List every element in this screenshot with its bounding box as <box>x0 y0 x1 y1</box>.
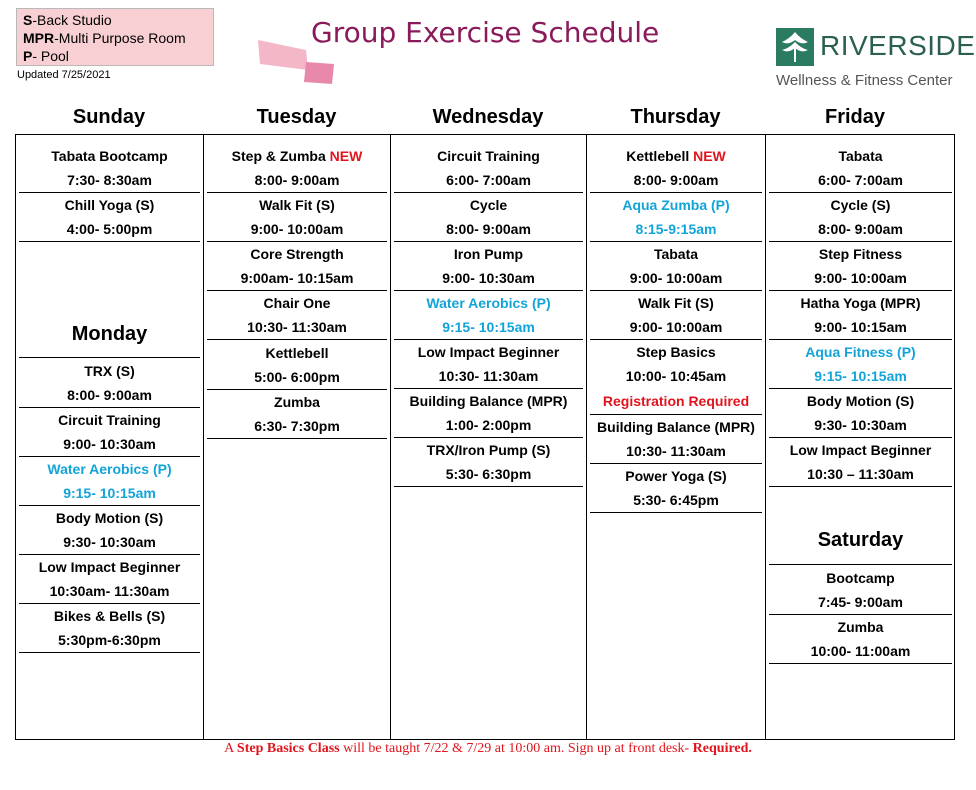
day-header-monday: Monday <box>71 323 148 345</box>
class-name: Zumba <box>274 394 320 410</box>
class-time: 8:15-9:15am <box>635 221 717 237</box>
class-time: 7:45- 9:00am <box>818 594 903 610</box>
class-time: 10:30 – 11:30am <box>807 466 914 482</box>
class-time: 8:00- 9:00am <box>446 221 531 237</box>
class-time: 5:30- 6:45pm <box>633 492 719 508</box>
class-time: 9:00- 10:00am <box>629 319 723 335</box>
class-time: 9:00- 10:00am <box>629 270 723 286</box>
class-time: 6:00- 7:00am <box>446 172 531 188</box>
class-time: 9:00am- 10:15am <box>240 270 354 286</box>
class-time: 4:00- 5:00pm <box>66 221 153 237</box>
class-time: 1:00- 2:00pm <box>445 417 532 433</box>
class-entry <box>590 192 762 242</box>
class-entry <box>19 143 200 193</box>
class-entry <box>769 290 952 340</box>
class-time: 9:30- 10:30am <box>63 534 156 550</box>
updated-date: Updated 7/25/2021 <box>17 69 111 81</box>
class-entry <box>394 437 583 487</box>
class-entry <box>769 437 952 487</box>
class-entry <box>207 241 387 291</box>
class-entry <box>394 388 583 438</box>
class-time: 9:30- 10:30am <box>814 417 907 433</box>
class-entry <box>394 192 583 242</box>
class-entry <box>394 290 583 340</box>
class-name: Low Impact Beginner <box>789 442 932 458</box>
class-time: 7:30- 8:30am <box>67 172 152 188</box>
class-entry <box>769 143 952 193</box>
class-name: Bootcamp <box>826 570 895 586</box>
logo-subtitle: Wellness & Fitness Center <box>776 72 953 89</box>
page-title: Group Exercise Schedule <box>311 16 660 49</box>
class-entry <box>590 463 762 513</box>
class-time: 10:00- 11:00am <box>810 643 911 659</box>
class-time: 10:00- 10:45am <box>625 368 727 384</box>
class-name: Body Motion (S) <box>55 510 164 526</box>
class-entry <box>207 290 387 340</box>
class-entry <box>207 389 387 439</box>
class-entry <box>590 414 762 464</box>
class-time: 9:00- 10:30am <box>63 436 156 452</box>
class-time: 10:30- 11:30am <box>626 443 726 459</box>
class-name: Cycle <box>469 197 508 213</box>
class-time: 10:30am- 11:30am <box>49 583 170 599</box>
class-time: 9:00- 10:30am <box>442 270 535 286</box>
leaf-logo-icon <box>776 28 814 66</box>
class-time: 9:00- 10:00am <box>250 221 344 237</box>
class-entry <box>590 143 762 193</box>
new-badge: NEW <box>329 148 363 164</box>
class-time: 5:00- 6:00pm <box>254 369 340 385</box>
class-entry <box>769 564 952 615</box>
class-name: Kettlebell <box>626 148 690 164</box>
class-entry <box>19 357 200 408</box>
class-time: 9:00- 10:15am <box>814 319 907 335</box>
class-name: Water Aerobics (P) <box>426 295 551 311</box>
class-name: Step Basics <box>636 344 716 360</box>
class-time: 6:00- 7:00am <box>818 172 903 188</box>
class-time: 9:15- 10:15am <box>442 319 535 335</box>
class-time: 10:30- 11:30am <box>247 319 347 335</box>
column-friday-saturday <box>765 135 955 739</box>
class-time: 9:15- 10:15am <box>63 485 156 501</box>
class-entry <box>19 192 200 242</box>
class-entry <box>19 603 200 653</box>
class-name: Hatha Yoga (MPR) <box>800 295 921 311</box>
class-name: Water Aerobics (P) <box>47 461 172 477</box>
class-entry <box>19 505 200 555</box>
class-entry <box>207 340 387 390</box>
class-time: 10:30- 11:30am <box>438 368 539 384</box>
column-tuesday <box>203 135 390 739</box>
class-time: 8:00- 9:00am <box>633 172 719 188</box>
class-entry <box>19 407 200 457</box>
riverside-logo <box>776 28 976 92</box>
class-entry <box>769 339 952 389</box>
class-name: Core Strength <box>250 246 344 262</box>
registration-required-note <box>590 388 762 415</box>
schedule-grid <box>15 134 955 740</box>
legend-item-mpr: MPR-Multi Purpose Room <box>23 30 186 46</box>
class-entry <box>19 456 200 506</box>
day-header-tuesday: Tuesday <box>256 106 337 128</box>
class-entry <box>19 554 200 604</box>
class-entry <box>394 339 583 389</box>
class-name: Step Fitness <box>818 246 903 262</box>
class-name: Low Impact Beginner <box>417 344 560 360</box>
class-time: 9:15- 10:15am <box>814 368 907 384</box>
class-name: Circuit Training <box>437 148 540 164</box>
class-entry <box>769 241 952 291</box>
class-entry <box>394 143 583 193</box>
class-name: Low Impact Beginner <box>38 559 181 575</box>
class-time: 6:30- 7:30pm <box>254 418 340 434</box>
column-thursday <box>586 135 765 739</box>
class-time: 5:30- 6:30pm <box>445 466 532 482</box>
class-name: Tabata <box>653 246 699 262</box>
class-time: 8:00- 9:00am <box>818 221 903 237</box>
class-name: Cycle (S) <box>830 197 891 213</box>
class-name: Walk Fit (S) <box>259 197 335 213</box>
footnote: A Step Basics Class will be taught 7/22 & 7/29 at 10:00 am. Sign up at front desk- Required. <box>224 741 752 756</box>
room-legend <box>16 8 214 66</box>
class-entry <box>590 290 762 340</box>
day-header-friday: Friday <box>824 106 886 128</box>
day-header-wednesday: Wednesday <box>432 106 544 128</box>
class-name: Walk Fit (S) <box>638 295 714 311</box>
class-name: Power Yoga (S) <box>625 468 727 484</box>
class-entry <box>207 143 387 193</box>
class-name: Step & Zumba <box>231 148 326 164</box>
class-name: Building Balance (MPR) <box>409 393 568 409</box>
class-name: Tabata Bootcamp <box>51 148 168 164</box>
footnote-class-name: Step Basics Class <box>236 741 340 756</box>
day-header-saturday: Saturday <box>817 529 904 551</box>
class-name: Chair One <box>263 295 331 311</box>
class-time: 8:00- 9:00am <box>67 387 152 403</box>
class-name: Circuit Training <box>58 412 161 428</box>
new-badge: NEW <box>693 148 726 164</box>
class-entry <box>394 241 583 291</box>
legend-item-p: P- Pool <box>23 48 69 64</box>
class-entry <box>769 192 952 242</box>
column-sunday-monday <box>16 135 203 739</box>
class-name: Tabata <box>838 148 883 164</box>
class-name: Chill Yoga (S) <box>64 197 155 213</box>
class-name: Bikes & Bells (S) <box>53 608 166 624</box>
column-wednesday <box>390 135 586 739</box>
class-name: TRX (S) <box>84 363 135 379</box>
class-name: Aqua Zumba (P) <box>622 197 730 213</box>
logo-name: RIVERSIDE <box>820 30 976 61</box>
legend-item-s: S-Back Studio <box>23 12 112 28</box>
class-name: Kettlebell <box>265 345 329 361</box>
class-time: 8:00- 9:00am <box>254 172 340 188</box>
class-entry <box>590 339 762 388</box>
footnote-required: Required. <box>692 741 752 756</box>
class-entry <box>769 388 952 438</box>
class-entry <box>590 241 762 291</box>
class-time: 9:00- 10:00am <box>814 270 907 286</box>
class-name: Zumba <box>837 619 884 635</box>
class-name: Aqua Fitness (P) <box>805 344 916 360</box>
class-entry <box>769 614 952 664</box>
day-header-sunday: Sunday <box>72 106 146 128</box>
class-name: Registration Required <box>602 393 750 409</box>
day-header-thursday: Thursday <box>630 106 721 128</box>
class-name: Body Motion (S) <box>806 393 915 409</box>
class-entry <box>207 192 387 242</box>
class-name: Iron Pump <box>453 246 524 262</box>
class-name: Building Balance (MPR) <box>597 419 755 435</box>
class-time: 5:30pm-6:30pm <box>58 632 161 648</box>
class-name: TRX/Iron Pump (S) <box>426 442 551 458</box>
